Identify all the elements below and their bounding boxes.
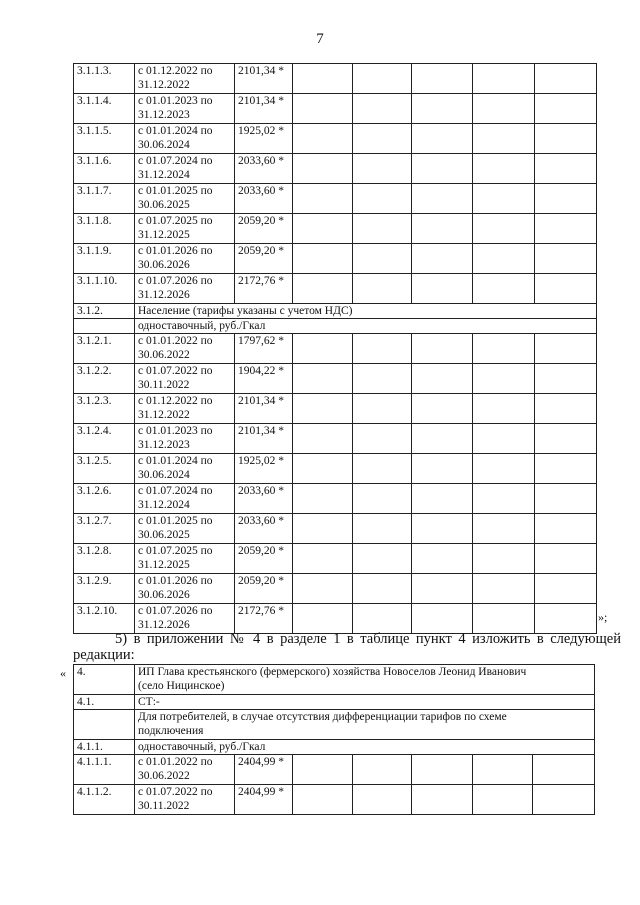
row-period: с 01.01.2024 по 30.06.2024 [135, 124, 235, 154]
row-empty-cell [293, 124, 353, 154]
row-num: 3.1.1.5. [74, 124, 135, 154]
section-subtitle: одноставочный, руб./Гкал [135, 319, 597, 334]
table-row [74, 64, 597, 94]
row-empty-cell [473, 364, 535, 394]
row-empty-cell [535, 454, 597, 484]
row-value: 2033,60 * [235, 484, 293, 514]
row-num: 3.1.1.3. [74, 64, 135, 94]
note-text: Для потребителей, в случае отсутствия дифференциации тарифов по схеме подключения [135, 710, 595, 740]
system-row [74, 695, 595, 710]
row-empty-cell [473, 124, 535, 154]
row-empty-cell [293, 514, 353, 544]
row-value: 2404,99 * [235, 755, 293, 785]
row-value: 1797,62 * [235, 334, 293, 364]
row-empty-cell [353, 214, 412, 244]
row-empty-cell [473, 454, 535, 484]
row-value: 2101,34 * [235, 424, 293, 454]
row-empty-cell [353, 334, 412, 364]
row-num: 3.1.2.10. [74, 604, 135, 634]
row-empty-cell [353, 484, 412, 514]
page-number: 7 [316, 31, 324, 47]
row-empty-cell [412, 184, 473, 214]
table-row [74, 424, 597, 454]
org-name: ИП Глава крестьянского (фермерского) хозяйства Новоселов Леонид Иванович (село Ницинское) [135, 665, 595, 695]
row-value: 2059,20 * [235, 544, 293, 574]
section-row [74, 304, 597, 319]
row-empty-cell [293, 574, 353, 604]
paragraph-line-2: редакции: [73, 647, 135, 663]
row-empty-cell [412, 364, 473, 394]
table-row [74, 244, 597, 274]
amendment-paragraph [73, 631, 621, 663]
row-empty-cell [473, 514, 535, 544]
row-empty-cell [535, 184, 597, 214]
tariff-table-continued [73, 63, 597, 634]
row-num: 3.1.2.6. [74, 484, 135, 514]
row-empty-cell [353, 244, 412, 274]
table-row [74, 154, 597, 184]
row-empty-cell [535, 94, 597, 124]
row-empty-cell [473, 484, 535, 514]
table-row [74, 574, 597, 604]
row-empty-cell [473, 154, 535, 184]
row-empty-cell [535, 334, 597, 364]
section-subtitle-row [74, 319, 597, 334]
row-value: 1925,02 * [235, 454, 293, 484]
row-empty-cell [353, 785, 412, 815]
row-empty-cell [293, 184, 353, 214]
row-num: 3.1.2.3. [74, 394, 135, 424]
row-num: 3.1.2.2. [74, 364, 135, 394]
row-empty-cell [412, 214, 473, 244]
row-empty-cell [535, 274, 597, 304]
unit-num: 4.1.1. [74, 740, 135, 755]
tariff-table-new [73, 664, 595, 815]
row-period: с 01.01.2022 по 30.06.2022 [135, 755, 235, 785]
row-empty-cell [535, 604, 597, 634]
row-value: 1904,22 * [235, 364, 293, 394]
table-row [74, 184, 597, 214]
row-empty-cell [353, 94, 412, 124]
row-empty-cell [293, 394, 353, 424]
row-empty-cell [293, 364, 353, 394]
row-empty-cell [473, 394, 535, 424]
row-empty-cell [293, 424, 353, 454]
row-value: 2059,20 * [235, 244, 293, 274]
row-period: с 01.01.2022 по 30.06.2022 [135, 334, 235, 364]
row-empty-cell [412, 454, 473, 484]
row-empty-cell [535, 394, 597, 424]
row-empty-cell [473, 244, 535, 274]
row-period: с 01.01.2023 по 31.12.2023 [135, 424, 235, 454]
unit-row [74, 740, 595, 755]
row-period: с 01.01.2025 по 30.06.2025 [135, 514, 235, 544]
row-empty-cell [412, 64, 473, 94]
row-empty-cell [293, 785, 353, 815]
row-num: 3.1.1.4. [74, 94, 135, 124]
row-value: 2404,99 * [235, 785, 293, 815]
row-empty-cell [353, 124, 412, 154]
row-empty-cell [293, 334, 353, 364]
row-num: 3.1.2.8. [74, 544, 135, 574]
table-row [74, 394, 597, 424]
row-empty-cell [353, 604, 412, 634]
table-row [74, 364, 597, 394]
row-empty-cell [473, 274, 535, 304]
row-period: с 01.07.2025 по 31.12.2025 [135, 544, 235, 574]
row-empty-cell [473, 424, 535, 454]
row-empty-cell [473, 64, 535, 94]
row-empty-cell [353, 424, 412, 454]
org-header-row [74, 665, 595, 695]
row-value: 2059,20 * [235, 574, 293, 604]
row-empty-cell [412, 394, 473, 424]
row-empty-cell [353, 574, 412, 604]
row-value: 2033,60 * [235, 154, 293, 184]
table-row [74, 514, 597, 544]
table-row [74, 604, 597, 634]
row-num: 3.1.1.6. [74, 154, 135, 184]
row-empty-cell [412, 544, 473, 574]
open-quote: « [60, 666, 66, 680]
row-empty-cell [535, 514, 597, 544]
row-empty-cell [533, 785, 595, 815]
row-empty-cell [412, 154, 473, 184]
row-period: с 01.07.2024 по 31.12.2024 [135, 484, 235, 514]
note-row [74, 710, 595, 740]
row-period: с 01.01.2025 по 30.06.2025 [135, 184, 235, 214]
row-empty-cell [412, 334, 473, 364]
row-num: 3.1.1.8. [74, 214, 135, 244]
row-empty-cell [535, 154, 597, 184]
row-period: с 01.01.2026 по 30.06.2026 [135, 244, 235, 274]
row-empty-cell [473, 544, 535, 574]
row-value: 2033,60 * [235, 184, 293, 214]
row-empty-cell [293, 214, 353, 244]
row-period: с 01.07.2022 по 30.11.2022 [135, 785, 235, 815]
row-empty-cell [535, 214, 597, 244]
row-empty-cell [293, 94, 353, 124]
row-empty-cell [293, 244, 353, 274]
row-num: 3.1.2.4. [74, 424, 135, 454]
row-empty-cell [535, 364, 597, 394]
row-empty-cell [412, 785, 473, 815]
row-empty-cell [473, 334, 535, 364]
row-period: с 01.12.2022 по 31.12.2022 [135, 64, 235, 94]
row-empty-cell [412, 755, 473, 785]
table-row [74, 334, 597, 364]
row-empty-cell [353, 544, 412, 574]
row-period: с 01.07.2024 по 31.12.2024 [135, 154, 235, 184]
section-title: Население (тарифы указаны с учетом НДС) [135, 304, 597, 319]
table-row [74, 755, 595, 785]
row-period: с 01.07.2025 по 31.12.2025 [135, 214, 235, 244]
row-value: 2101,34 * [235, 64, 293, 94]
row-empty-cell [353, 755, 412, 785]
row-empty-cell [535, 124, 597, 154]
row-empty-cell [473, 604, 535, 634]
row-period: с 01.01.2023 по 31.12.2023 [135, 94, 235, 124]
row-empty-cell [533, 755, 595, 785]
row-period: с 01.01.2026 по 30.06.2026 [135, 574, 235, 604]
row-empty-cell [535, 574, 597, 604]
row-empty-cell [353, 364, 412, 394]
row-empty-cell [293, 274, 353, 304]
row-empty-cell [412, 484, 473, 514]
row-empty-cell [353, 154, 412, 184]
row-empty-cell [473, 574, 535, 604]
row-num: 3.1.2.9. [74, 574, 135, 604]
row-empty-cell [293, 604, 353, 634]
row-num: 3.1.2.7. [74, 514, 135, 544]
row-empty-cell [535, 64, 597, 94]
row-empty-cell [473, 94, 535, 124]
row-period: с 01.07.2022 по 30.11.2022 [135, 364, 235, 394]
row-empty-cell [353, 274, 412, 304]
table-row [74, 484, 597, 514]
row-empty-cell [473, 184, 535, 214]
row-empty-cell [412, 94, 473, 124]
closing-mark: »; [598, 610, 608, 624]
table-row [74, 274, 597, 304]
row-empty-cell [412, 424, 473, 454]
section-num: 3.1.2. [74, 304, 135, 319]
row-period: с 01.07.2026 по 31.12.2026 [135, 274, 235, 304]
row-num: 3.1.2.5. [74, 454, 135, 484]
row-period: с 01.12.2022 по 31.12.2022 [135, 394, 235, 424]
row-empty-cell [535, 424, 597, 454]
row-value: 2101,34 * [235, 394, 293, 424]
row-empty-cell [293, 154, 353, 184]
unit-text: одноставочный, руб./Гкал [135, 740, 595, 755]
row-empty-cell [412, 604, 473, 634]
row-empty-cell [353, 454, 412, 484]
row-empty-cell [353, 64, 412, 94]
row-value: 2033,60 * [235, 514, 293, 544]
row-empty-cell [535, 484, 597, 514]
row-empty-cell [293, 755, 353, 785]
row-value: 1925,02 * [235, 124, 293, 154]
row-empty-cell [353, 394, 412, 424]
paragraph-line-1: 5) в приложении № 4 в разделе 1 в таблице пункт 4 изложить в следующей [115, 631, 621, 647]
row-period: с 01.07.2026 по 31.12.2026 [135, 604, 235, 634]
system-num: 4.1. [74, 695, 135, 710]
row-num: 3.1.1.9. [74, 244, 135, 274]
row-num: 3.1.1.10. [74, 274, 135, 304]
row-value: 2172,76 * [235, 274, 293, 304]
row-empty-cell [535, 544, 597, 574]
row-value: 2101,34 * [235, 94, 293, 124]
table-row [74, 454, 597, 484]
row-empty-cell [535, 244, 597, 274]
row-empty-cell [412, 274, 473, 304]
row-empty-cell [353, 514, 412, 544]
table-row [74, 214, 597, 244]
row-empty-cell [412, 514, 473, 544]
table-row [74, 785, 595, 815]
row-value: 2172,76 * [235, 604, 293, 634]
row-empty-cell [412, 244, 473, 274]
row-empty-cell [293, 64, 353, 94]
row-empty-cell [412, 574, 473, 604]
row-num: 4.1.1.2. [74, 785, 135, 815]
table-row [74, 124, 597, 154]
table-row [74, 544, 597, 574]
table-row [74, 94, 597, 124]
row-empty-cell [473, 785, 533, 815]
row-empty-cell [473, 214, 535, 244]
row-empty-cell [293, 454, 353, 484]
row-num: 3.1.1.7. [74, 184, 135, 214]
org-num: 4. [74, 665, 135, 695]
row-empty-cell [353, 184, 412, 214]
row-empty-cell [293, 484, 353, 514]
row-period: с 01.01.2024 по 30.06.2024 [135, 454, 235, 484]
row-empty-cell [412, 124, 473, 154]
system-text: СТ:- [135, 695, 595, 710]
row-empty-cell [473, 755, 533, 785]
row-value: 2059,20 * [235, 214, 293, 244]
row-empty-cell [293, 544, 353, 574]
row-num: 4.1.1.1. [74, 755, 135, 785]
row-num: 3.1.2.1. [74, 334, 135, 364]
